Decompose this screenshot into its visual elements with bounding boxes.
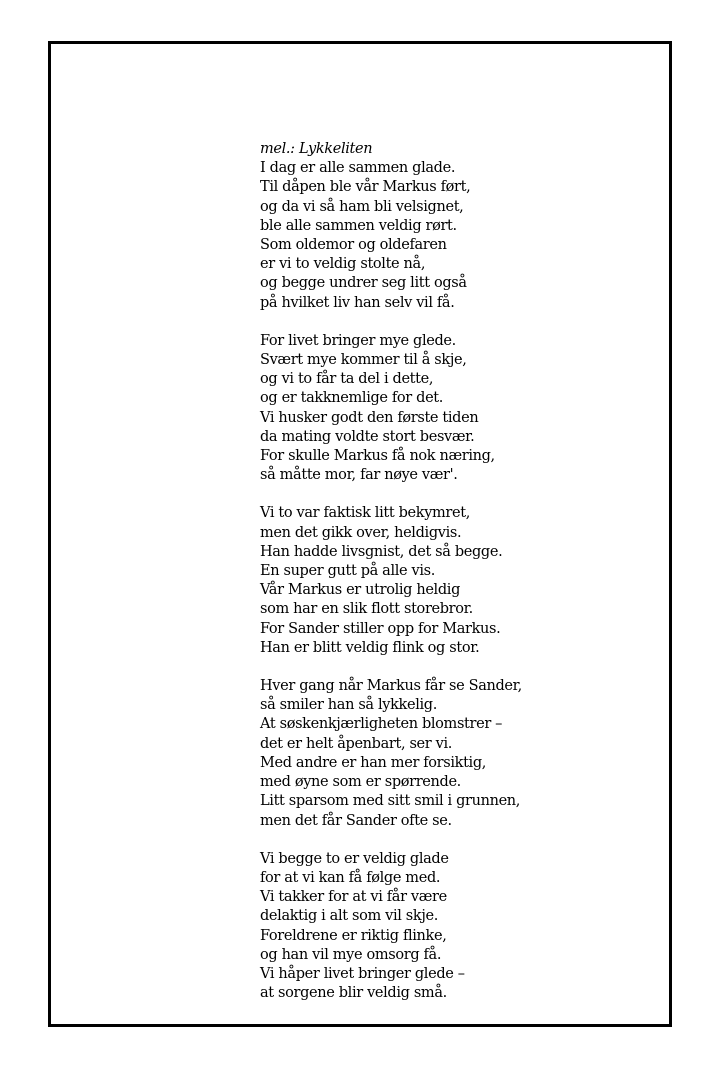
stanza-5	[260, 850, 522, 1004]
poem-line: Hver gang når Markus får se Sander,	[260, 678, 522, 695]
poem-line: er vi to veldig stolte nå,	[260, 256, 426, 273]
poem-line: som har en slik flott storebror.	[260, 601, 473, 618]
poem-line: Vi to var faktisk litt bekymret,	[260, 505, 470, 522]
poem-line: Svært mye kommer til å skje,	[260, 352, 467, 369]
poem-line: For livet bringer mye glede.	[260, 332, 456, 349]
poem-line: det er helt åpenbart, ser vi.	[260, 735, 453, 752]
poem-line: for at vi kan få følge med.	[260, 869, 441, 886]
poem-line: Til dåpen ble vår Markus ført,	[260, 179, 471, 196]
poem-line: og er takknemlige for det.	[260, 390, 444, 407]
poem-line: At søskenkjærligheten blomstrer –	[260, 716, 503, 733]
stanza-3	[260, 504, 522, 658]
poem-line: delaktig i alt som vil skje.	[260, 908, 438, 925]
poem-line: Vi begge to er veldig glade	[260, 850, 449, 867]
poem	[260, 140, 522, 1022]
poem-line: For skulle Markus få nok næring,	[260, 448, 495, 465]
poem-line: men det gikk over, heldigvis.	[260, 524, 462, 541]
poem-line: og begge undrer seg litt også	[260, 275, 467, 292]
poem-line: Han er blitt veldig flink og stor.	[260, 639, 480, 656]
poem-line: at sorgene blir veldig små.	[260, 985, 447, 1002]
poem-line: så måtte mor, far nøye vær'.	[260, 467, 458, 484]
poem-line: Med andre er han mer forsiktig,	[260, 754, 487, 771]
poem-line: Vi takker for at vi får være	[260, 889, 447, 906]
poem-line: og han vil mye omsorg få.	[260, 946, 442, 963]
poem-line: For Sander stiller opp for Markus.	[260, 620, 501, 637]
page-border	[48, 41, 672, 1027]
stanza-4	[260, 677, 522, 831]
stanza-1	[260, 159, 522, 313]
poem-line: men det får Sander ofte se.	[260, 812, 452, 829]
melody-note: mel.: Lykkeliten	[260, 141, 373, 157]
poem-line: og da vi så ham bli velsignet,	[260, 198, 464, 215]
poem-line: Han hadde livsgnist, det så begge.	[260, 543, 503, 560]
poem-line: Vi husker godt den første tiden	[260, 409, 479, 426]
poem-line: så smiler han så lykkelig.	[260, 697, 437, 714]
poem-line: og vi to får ta del i dette,	[260, 371, 434, 388]
poem-line: med øyne som er spørrende.	[260, 774, 461, 791]
poem-line: ble alle sammen veldig rørt.	[260, 217, 457, 234]
poem-line: på hvilket liv han selv vil få.	[260, 294, 455, 311]
poem-line: En super gutt på alle vis.	[260, 563, 436, 580]
poem-line: Vi håper livet bringer glede –	[260, 965, 465, 982]
poem-line: Litt sparsom med sitt smil i grunnen,	[260, 793, 521, 810]
poem-line: Foreldrene er riktig flinke,	[260, 927, 447, 944]
poem-line: I dag er alle sammen glade.	[260, 160, 456, 177]
stanza-2	[260, 332, 522, 486]
poem-line: Som oldemor og oldefaren	[260, 237, 447, 254]
poem-line: Vår Markus er utrolig heldig	[260, 582, 460, 599]
poem-line: da mating voldte stort besvær.	[260, 428, 475, 445]
